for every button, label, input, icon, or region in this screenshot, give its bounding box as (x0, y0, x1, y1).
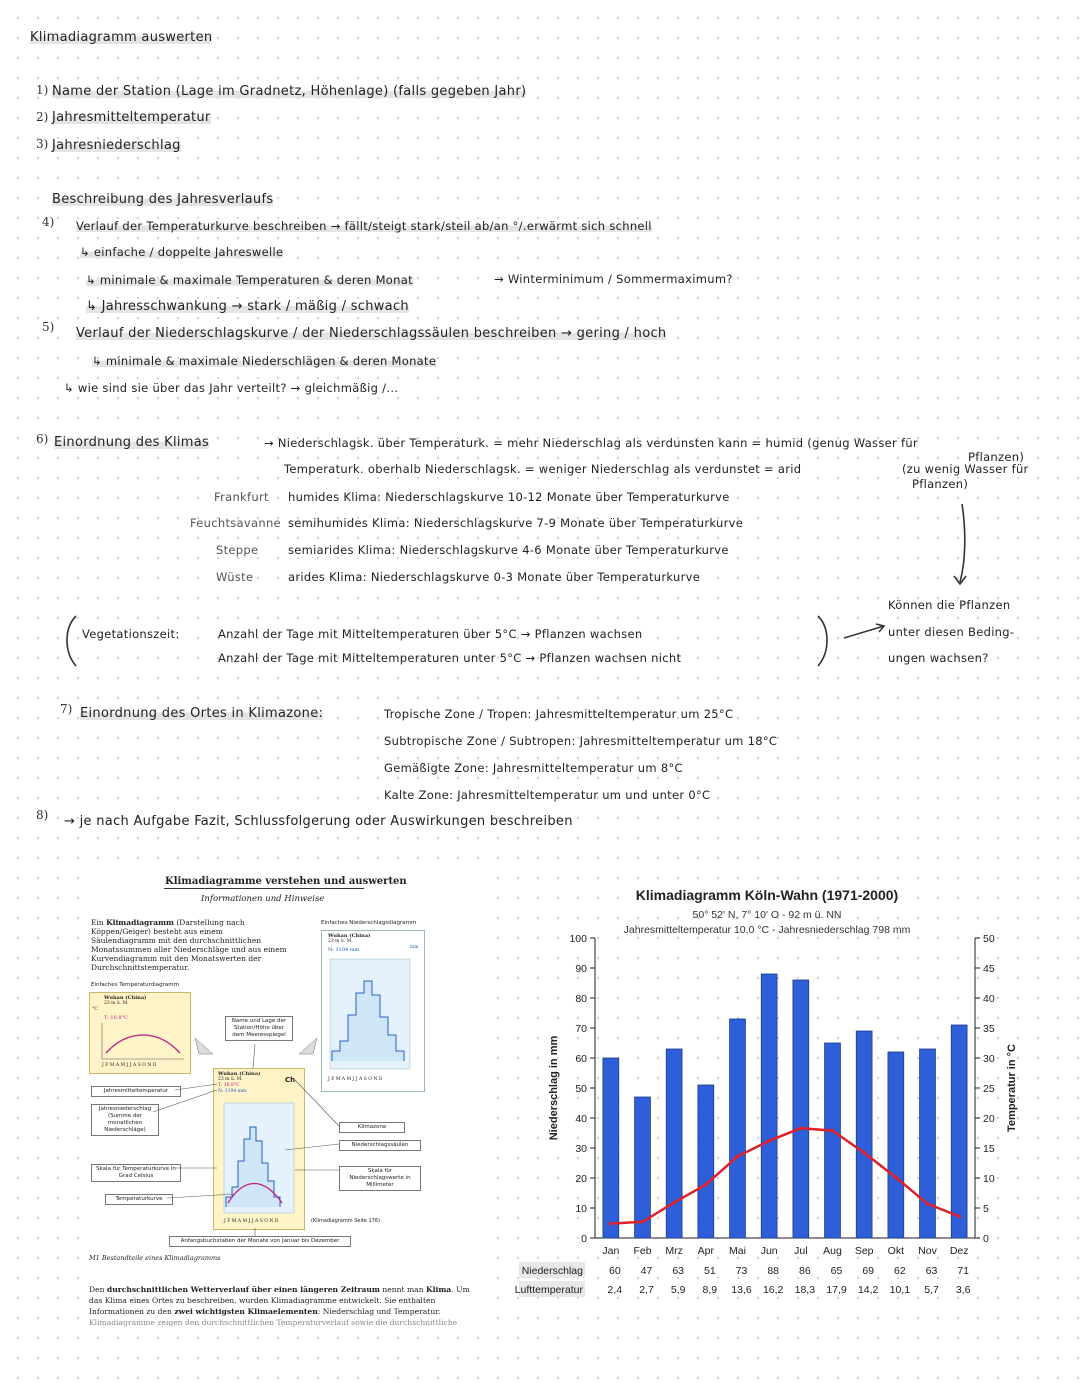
klima-semiarid-text: semiarides Klima: Niederschlagskurve 4-6 Monate über Temperaturkurve (288, 543, 729, 557)
temperature-value-label: 2,4 (607, 1284, 623, 1296)
temperature-value-label: 17,9 (826, 1284, 847, 1296)
beschreibung-heading: Beschreibung des Jahresverlaufs (52, 192, 274, 207)
y-tick-label-right: 45 (983, 963, 995, 975)
y-tick-label-left: 10 (575, 1203, 587, 1215)
mini-precip-station: Wuhan (China) (328, 933, 371, 939)
precipitation-bar (856, 1031, 872, 1238)
y-tick-label-left: 70 (575, 1023, 587, 1035)
y-tick-label-left: 80 (575, 993, 587, 1005)
month-label: Nov (918, 1245, 937, 1257)
temperature-value-label: 2,7 (639, 1284, 654, 1296)
klima-ort-feuchtsavanne: Feuchtsavanne (190, 516, 281, 530)
temperature-value-label: 18,3 (794, 1284, 816, 1296)
month-label: Dez (949, 1245, 969, 1257)
precipitation-bar (635, 1097, 651, 1238)
month-label: Jun (760, 1245, 778, 1257)
item-2-number: 2) (36, 110, 49, 124)
temperature-point (704, 1183, 708, 1187)
einordnung-klima-heading: Einordnung des Klimas (54, 435, 210, 450)
book-subtitle: Informationen und Hinweise (201, 894, 325, 904)
month-label: Mai (729, 1245, 746, 1257)
precipitation-bar (920, 1049, 936, 1238)
label-skala-niederschlag: Skala für Niederschlagswerte in Millimeter (339, 1166, 421, 1191)
y-tick-label-right: 5 (983, 1203, 989, 1215)
month-label: Mrz (665, 1245, 683, 1257)
temperature-point (957, 1215, 961, 1219)
y-tick-label-right: 10 (983, 1173, 995, 1185)
y-tick-label-left: 20 (575, 1173, 587, 1185)
zone-kalt-text: Kalte Zone: Jahresmitteltemperatur um und unter 0°C (384, 788, 711, 802)
precipitation-bar (793, 980, 809, 1238)
klima-semihumid-text: semihumides Klima: Niederschlagskurve 7-9 Monate über Temperaturkurve (288, 516, 744, 530)
min-max-niederschlag-text: ↳ minimale & maximale Niederschlägen & deren Monate (92, 354, 437, 368)
vegetation-under-text: Anzahl der Tage mit Mitteltemperaturen unter 5°C → Pflanzen wachsen nicht (218, 651, 682, 665)
y-tick-label-left: 60 (575, 1053, 587, 1065)
book-footer-text: Den durchschnittlichen Wetterverlauf über einen längeren Zeitraum nennt man Klima. Um das Klima eines Ortes zu beschreiben, wurden Klimadiagramme entwickelt. Sie enthalten Informationen zu den zwei wichtigsten Klimaelementen: Niederschlag und Temperatur. Klimadiagramme zeigen den durchschnittlichen Temperaturverlauf sowie die durchschnittliche (89, 1285, 470, 1327)
combined-station: Wuhan (China) (218, 1071, 261, 1077)
precipitation-bar (666, 1049, 682, 1238)
y-tick-label-left: 30 (575, 1143, 587, 1155)
temperature-value-label: 5,7 (924, 1284, 939, 1296)
y-tick-label-right: 25 (983, 1083, 995, 1095)
mini-months: J F M A M J J A S O N D (102, 1063, 157, 1068)
zone-subtropen-text: Subtropische Zone / Subtropen: Jahresmitteltemperatur um 18°C (384, 734, 778, 748)
mini-mm-unit: mm (410, 945, 419, 950)
mini-precip-months: J F M A M J J A S O N D (328, 1077, 383, 1082)
y-axis-label-right: Temperatur in °C (1006, 1044, 1018, 1132)
item-6-number: 6) (36, 432, 49, 446)
zone-tropen-text: Tropische Zone / Tropen: Jahresmitteltemperatur um 25°C (384, 707, 734, 721)
mini-celsius-unit: °C (92, 1007, 98, 1012)
y-tick-label-left: 100 (569, 933, 587, 945)
temperature-point (799, 1126, 803, 1130)
precipitation-value-label: 65 (830, 1265, 843, 1277)
temp-diagram-label: Einfaches Temperaturdiagramm (91, 982, 180, 988)
winter-summer-text: → Winterminimum / Sommermaximum? (494, 272, 733, 286)
klimadiagramm-koeln-wahn (505, 880, 1065, 1300)
vegetation-over-text: Anzahl der Tage mit Mitteltemperaturen über 5°C → Pflanzen wachsen (218, 627, 643, 641)
temperature-point (862, 1151, 866, 1155)
mini-n-value: N: 1194 mm (328, 947, 360, 953)
climate-chart-svg (505, 880, 1065, 1300)
precipitation-value-label: 63 (925, 1265, 938, 1277)
temperature-point (831, 1129, 835, 1133)
precipitation-bar (603, 1058, 619, 1238)
temperature-point (894, 1176, 898, 1180)
temperature-value-label: 10,1 (889, 1284, 911, 1296)
temperature-point (736, 1155, 740, 1159)
precipitation-bar (951, 1025, 967, 1238)
precipitation-value-label: 88 (767, 1265, 780, 1277)
temperature-value-label: 14,2 (857, 1284, 879, 1296)
item-8-number: 8) (36, 808, 49, 822)
figure-caption: M1 Bestandteile eines Klimadiagramms (89, 1254, 221, 1262)
koennen-text-1: Können die Pflanzen (888, 598, 1011, 612)
temperature-point (609, 1222, 613, 1226)
klima-ort-steppe: Steppe (216, 543, 259, 557)
mini-t-value: T: 16,8°C (104, 1015, 128, 1021)
precipitation-value-label: 63 (672, 1265, 685, 1277)
y-axis-label-left: Niederschlag in mm (548, 1035, 560, 1141)
koennen-text-2: unter diesen Beding- (888, 625, 1015, 639)
arid-pflanzen-text: Pflanzen) (912, 477, 969, 491)
precipitation-value-label: 51 (703, 1265, 716, 1277)
humid-text: → Niederschlagsk. über Temperaturk. = mehr Niederschlag als verdunsten kann = humid (genug Wasser für (264, 436, 918, 450)
chart-subtitle-location: 50° 52' N, 7° 10' O - 92 m ü. NN (692, 909, 842, 921)
combined-months: J F M A M J J A S O N D (224, 1219, 279, 1224)
precipitation-value-label: 86 (798, 1265, 811, 1277)
notes-title: Klimadiagramm auswerten (30, 30, 213, 45)
zone-gemaessigt-text: Gemäßigte Zone: Jahresmitteltemperatur um 8°C (384, 761, 683, 775)
klima-ort-frankfurt: Frankfurt (214, 490, 269, 504)
item-7-number: 7) (60, 702, 73, 716)
precipitation-bar (730, 1019, 746, 1238)
precipitation-bar (698, 1085, 714, 1238)
temperature-line (611, 1128, 959, 1223)
arid-text: Temperaturk. oberhalb Niederschlagsk. = weniger Niederschlag als verdunstet = arid (284, 462, 802, 476)
label-skala-temperatur: Skala für Temperaturkurve in Grad Celsius (91, 1164, 181, 1182)
y-tick-label-right: 0 (983, 1233, 989, 1245)
temperature-value-label: 8,9 (702, 1284, 718, 1296)
combined-height: 23 m ü. M. (218, 1077, 243, 1082)
label-jahresniederschlag: Jahresniederschlag (Summe der monatlichen Niederschläge) (91, 1104, 159, 1136)
item-2-text: Jahresmitteltemperatur (52, 110, 211, 125)
precipitation-value-label: 47 (640, 1265, 653, 1277)
month-label: Jul (794, 1245, 808, 1257)
label-jahresmitteltemperatur: Jahresmitteltemperatur (91, 1086, 181, 1097)
month-label: Sep (854, 1245, 874, 1257)
klima-arid-text: arides Klima: Niederschlagskurve 0-3 Monate über Temperaturkurve (288, 570, 701, 584)
vegetation-label: Vegetationszeit: (82, 627, 180, 641)
verteilung-text: ↳ wie sind sie über das Jahr verteilt? → gleichmäßig /... (64, 381, 399, 395)
connector-lines (85, 868, 487, 1268)
y-tick-label-right: 35 (983, 1023, 995, 1035)
niederschlag-curve-text: Verlauf der Niederschlagskurve / der Niederschlagssäulen beschreiben → gering / hoch (76, 326, 667, 341)
label-name-station: Name und Lage der Station/Höhe über dem Meeresspiegel (225, 1016, 293, 1041)
fazit-text: → je nach Aufgabe Fazit, Schlussfolgerung oder Auswirkungen beschreiben (64, 814, 573, 829)
item-4-number: 4) (42, 215, 55, 229)
temperature-value-label: 3,6 (955, 1284, 971, 1296)
precipitation-bar (825, 1043, 841, 1238)
klima-humid-text: humides Klima: Niederschlagskurve 10-12 Monate über Temperaturkurve (288, 490, 730, 504)
humid-pflanzen-text: Pflanzen) (968, 450, 1025, 464)
arid-paren-text: (zu wenig Wasser für (902, 462, 1029, 476)
item-1-text: Name der Station (Lage im Gradnetz, Höhenlage) (falls gegeben Jahr) (52, 84, 527, 99)
combined-n-value: N: 1194 mm (218, 1089, 247, 1094)
mini-station-height: 23 m ü. M. (104, 1001, 129, 1006)
arrow-right-icon (840, 622, 888, 642)
textbook-excerpt (85, 868, 487, 1328)
month-label: Jan (602, 1245, 620, 1257)
y-tick-label-right: 30 (983, 1053, 995, 1065)
month-label: Feb (633, 1245, 652, 1257)
precipitation-bar (761, 974, 777, 1238)
month-label: Okt (887, 1245, 905, 1257)
label-niederschlagssaeulen: Niederschlagssäulen (339, 1140, 421, 1151)
item-1-number: 1) (36, 83, 49, 97)
temperature-value-label: 16,2 (762, 1284, 784, 1296)
temperature-value-label: 5,9 (670, 1284, 686, 1296)
temperature-point (767, 1139, 771, 1143)
koennen-text-3: ungen wachsen? (888, 651, 989, 665)
chart-title: Klimadiagramm Köln-Wahn (1971-2000) (635, 887, 899, 903)
nieder-diagram-label: Einfaches Niederschlagsdiagramm (321, 920, 417, 926)
label-seite: (Klimadiagramm Seite 176) (311, 1218, 380, 1224)
label-monate: Anfangsbuchstaben der Monate von Januar bis Dezember (169, 1236, 351, 1247)
y-tick-label-right: 20 (983, 1113, 995, 1125)
combined-t-value: T: 16,8°C (218, 1083, 240, 1088)
item-3-text: Jahresniederschlag (52, 138, 181, 153)
month-label: Apr (697, 1245, 715, 1257)
month-label: Aug (823, 1245, 842, 1257)
min-max-temperature-text: ↳ minimale & maximale Temperaturen & deren Monat (86, 273, 413, 287)
temperature-point (672, 1201, 676, 1205)
temperature-value-label: 13,6 (731, 1284, 752, 1296)
temperature-curve-text: Verlauf der Temperaturkurve beschreiben → fällt/steigt stark/steil ab/an °/.erwärmt sich schnell (76, 219, 652, 233)
precipitation-value-label: 60 (608, 1265, 621, 1277)
klima-ort-wueste: Wüste (216, 570, 254, 584)
precipitation-value-label: 69 (862, 1265, 875, 1277)
y-tick-label-left: 90 (575, 963, 587, 975)
chart-subtitle-annual: Jahresmitteltemperatur 10,0 °C - Jahresniederschlag 798 mm (623, 924, 911, 936)
temperature-point (926, 1202, 930, 1206)
row-label-temperature: Lufttemperatur (514, 1284, 583, 1296)
y-tick-label-left: 50 (575, 1083, 587, 1095)
jahresschwankung-text: ↳ Jahresschwankung → stark / mäßig / schwach (86, 299, 409, 314)
precipitation-value-label: 62 (893, 1265, 906, 1277)
mini-precip-height: 23 m ü. M. (328, 939, 353, 944)
label-temperaturkurve: Temperaturkurve (105, 1194, 173, 1205)
precipitation-bar (888, 1052, 904, 1238)
book-intro: Ein Klimadiagramm (Darstellung nach Köppen/Geiger) besteht aus einem Säulendiagramm mit den durchschnittlichen Monatssummen aller Niederschläge und aus einem Kurvendiagramm mit den Monatswerten der Durchschnittstemperatur. (91, 918, 287, 972)
einordnung-ort-heading: Einordnung des Ortes in Klimazone: (80, 706, 324, 721)
jahreswelle-text: ↳ einfache / doppelte Jahreswelle (80, 245, 284, 259)
y-tick-label-right: 50 (983, 933, 995, 945)
row-label-precipitation: Niederschlag (521, 1265, 583, 1277)
y-tick-label-right: 40 (983, 993, 995, 1005)
book-title: Klimadiagramme verstehen und auswerten (165, 876, 407, 887)
y-tick-label-left: 40 (575, 1113, 587, 1125)
temperature-point (641, 1220, 645, 1224)
y-tick-label-left: 0 (581, 1233, 587, 1245)
item-3-number: 3) (36, 137, 49, 151)
item-5-number: 5) (42, 320, 55, 334)
label-klimazone: Klimazone (339, 1122, 405, 1133)
mini-station-name: Wuhan (China) (104, 995, 147, 1001)
precipitation-value-label: 71 (957, 1265, 970, 1277)
arrow-down-icon (940, 500, 980, 590)
precipitation-value-label: 73 (735, 1265, 748, 1277)
y-tick-label-right: 15 (983, 1143, 995, 1155)
klimazone-ch: Ch (285, 1076, 296, 1084)
